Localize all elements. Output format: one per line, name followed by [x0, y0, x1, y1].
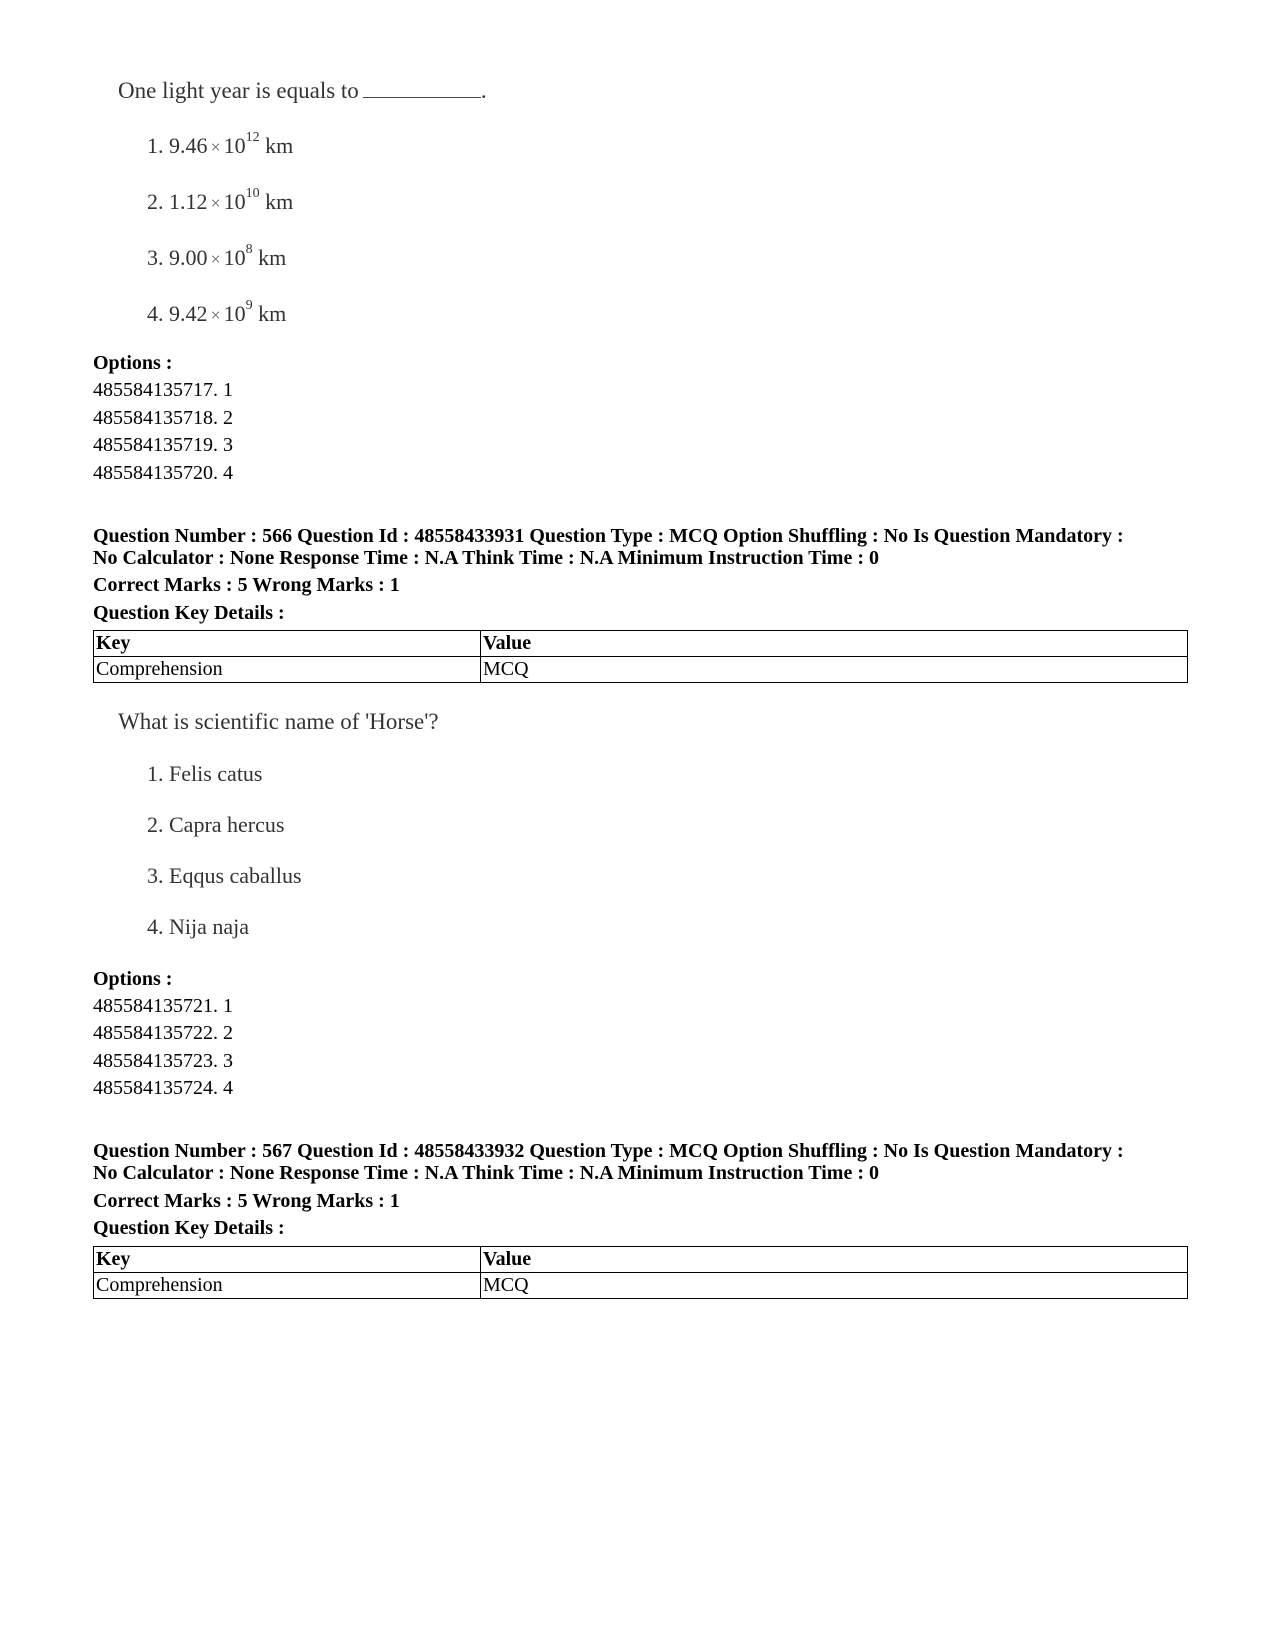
image-option-1: 1. $9.46 \times 10^{12}$ km — [147, 130, 294, 158]
table-cell-value: MCQ — [481, 1273, 1188, 1299]
question-key-table — [93, 630, 1188, 683]
question-meta-line-2: No Calculator : None Response Time : N.A Think Time : N.A Minimum Instruction Time : 0 — [93, 547, 879, 569]
option-id-row: 485584135721. 1 — [93, 995, 233, 1017]
question-key-details-label: Question Key Details : — [93, 1217, 285, 1239]
image-option-1: 1. Felis catus — [147, 761, 263, 786]
image-option-2: 2. $1.12 \times 10^{10}$ km — [147, 186, 294, 214]
option-id-row: 485584135722. 2 — [93, 1022, 233, 1044]
image-option-4: 4. Nija naja — [147, 914, 250, 939]
question-stem-text: One light year is equals to — [118, 78, 359, 103]
question-key-details-label: Question Key Details : — [93, 602, 285, 624]
image-option-3: 3. $9.00 \times 10^8$ km — [147, 242, 287, 270]
table-row — [94, 1273, 1188, 1299]
table-header-key: Key — [94, 1247, 481, 1273]
table-cell-value: MCQ — [481, 657, 1188, 683]
question-key-table — [93, 1246, 1188, 1299]
option-id-row: 485584135724. 4 — [93, 1077, 233, 1099]
table-cell-key: Comprehension — [94, 1273, 481, 1299]
option-id-row: 485584135723. 3 — [93, 1050, 233, 1072]
table-row — [94, 657, 1188, 683]
question-meta-line-1: Question Number : 567 Question Id : 48558433932 Question Type : MCQ Option Shuffling : No Is Question Mandatory : — [93, 1140, 1124, 1162]
options-label: Options : — [93, 968, 173, 990]
question-marks: Correct Marks : 5 Wrong Marks : 1 — [93, 1190, 400, 1212]
image-option-3: 3. Eqqus caballus — [147, 863, 302, 888]
question-stem: What is scientific name of 'Horse'? — [118, 709, 439, 734]
table-header-row — [94, 1247, 1188, 1273]
table-header-row — [94, 631, 1188, 657]
table-cell-key: Comprehension — [94, 657, 481, 683]
image-option-2: 2. Capra hercus — [147, 812, 285, 837]
question-stem-end: . — [480, 78, 487, 103]
answer-blank — [363, 79, 481, 98]
options-label: Options : — [93, 352, 173, 374]
question-image-light-year — [118, 78, 538, 348]
option-id-row: 485584135718. 2 — [93, 407, 233, 429]
option-id-row: 485584135717. 1 — [93, 379, 233, 401]
table-header-value: Value — [481, 631, 1188, 657]
question-marks: Correct Marks : 5 Wrong Marks : 1 — [93, 574, 400, 596]
question-image-horse — [118, 709, 538, 949]
option-id-row: 485584135720. 4 — [93, 462, 233, 484]
question-meta-line-1: Question Number : 566 Question Id : 48558433931 Question Type : MCQ Option Shuffling : No Is Question Mandatory : — [93, 525, 1124, 547]
image-option-4: 4. $9.42 \times 10^9$ km — [147, 298, 287, 326]
question-stem — [118, 78, 487, 104]
question-meta-line-2: No Calculator : None Response Time : N.A Think Time : N.A Minimum Instruction Time : 0 — [93, 1162, 879, 1184]
option-id-row: 485584135719. 3 — [93, 434, 233, 456]
table-header-key: Key — [94, 631, 481, 657]
table-header-value: Value — [481, 1247, 1188, 1273]
